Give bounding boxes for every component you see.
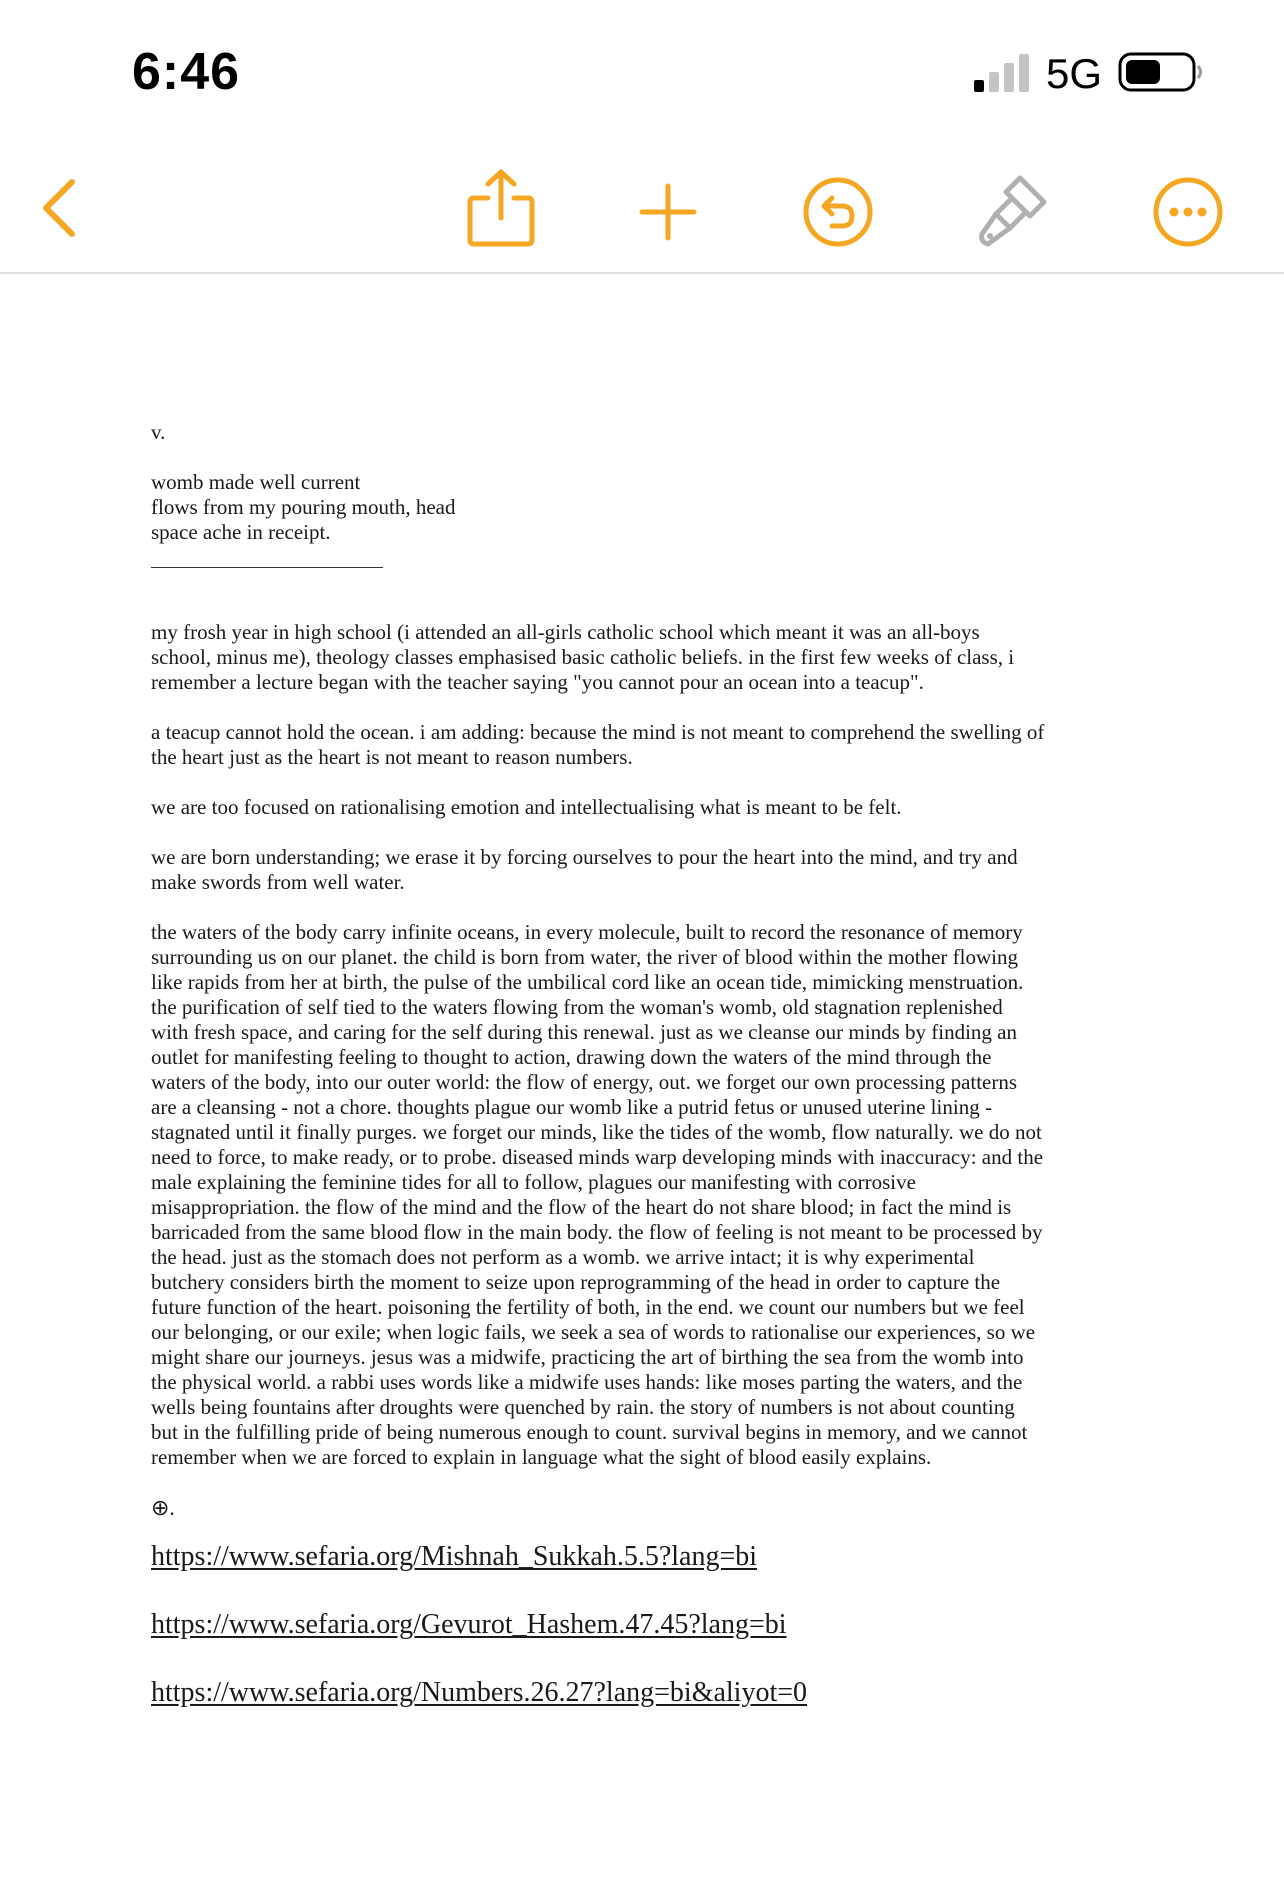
paragraph-3: we are too focused on rationalising emotion and intellectualising what is meant to be felt. xyxy=(151,795,902,819)
format-brush-icon[interactable] xyxy=(976,172,1050,250)
document-page[interactable] xyxy=(151,420,1141,1744)
paragraph-2: a teacup cannot hold the ocean. i am adding: because the mind is not meant to comprehend the swelling of the heart just as the heart is not meant to reason numbers. xyxy=(151,720,1045,769)
horizontal-rule xyxy=(151,567,383,568)
network-type: 5G xyxy=(1046,50,1103,97)
share-icon[interactable] xyxy=(466,168,536,248)
more-icon[interactable] xyxy=(1152,176,1224,248)
status-time: 6:46 xyxy=(132,43,241,101)
back-chevron-icon[interactable] xyxy=(36,176,80,240)
paragraph-1: my frosh year in high school (i attended an all-girls catholic school which meant it was an all-boys school, minus me), theology classes emphasised basic catholic beliefs. in the first few weeks of class, i remember a lecture began with the teacher saying "you cannot pour an ocean into a teacup". xyxy=(151,620,1015,694)
link-gevurot-hashem[interactable]: https://www.sefaria.org/Gevurot_Hashem.47.45?lang=bi xyxy=(151,1609,787,1640)
paragraph-4: we are born understanding; we erase it by forcing ourselves to pour the heart into the mind, and try and make swords from well water. xyxy=(151,845,1018,894)
link-numbers[interactable]: https://www.sefaria.org/Numbers.26.27?lang=bi&aliyot=0 xyxy=(151,1677,808,1708)
link-mishnah-sukkah[interactable]: https://www.sefaria.org/Mishnah_Sukkah.5.5?lang=bi xyxy=(151,1541,758,1572)
section-marker: v. xyxy=(151,420,166,444)
paragraph-5: the waters of the body carry infinite oceans, in every molecule, built to record the resonance of memory surrounding us on our planet. the child is born from water, the river of blood within the mother flowing like rapids from her at birth, the pulse of the umbilical cord like an ocean tide, mimicking menstruation. the purification of self tied to the waters flowing from the woman's womb, old stagnation replenished with fresh space, and caring for the self during this renewal. just as we cleanse our minds by finding an outlet for manifesting feeling to thought to action, drawing down the waters of the mind through the waters of the body, into our outer world: the flow of energy, out. we forget our own processing patterns are a cleansing - not a chore. thoughts plague our womb like a putrid fetus or unused uterine lining - stagnated until it finally purges. we forget our minds, like the tides of the womb, flow naturally. we do not need to force, to make ready, or to probe. diseased minds warp developing minds with inaccuracy: and the male explaining the feminine tides for all to follow, plagues our manifesting with corrosive misappropriation. the flow of the mind and the flow of the heart do not share blood; in fact the mind is barricaded from the same blood flow in the main body. the flow of feeling is not meant to be processed by the head. just as the stomach does not perform as a womb. we arrive intact; it is why experimental butchery considers birth the moment to seize upon reprogramming of the head in order to capture the future function of the heart. poisoning the fertility of both, in the end. we count our numbers but we feel our belonging, or our exile; when logic fails, we seek a sea of words to rationalise our experiences, so we might share our journeys. jesus was a midwife, practicing the art of birthing the sea from the womb into the physical world. a rabbi uses words like a midwife uses hands: like moses parting the waters, and the wells being fountains after droughts were quenched by rain. the story of numbers is not about counting but in the fulfilling pride of being numerous enough to count. survival begins in memory, and we cannot remember when we are forced to explain in language what the sight of blood easily explains. xyxy=(151,920,1044,1469)
undo-icon[interactable] xyxy=(802,176,874,248)
circled-plus-marker: ⊕. xyxy=(151,1495,175,1520)
poem-stanza: womb made well current flows from my pouring mouth, head space ache in receipt. xyxy=(151,470,456,544)
status-bar xyxy=(0,0,1284,130)
add-icon[interactable] xyxy=(638,182,698,242)
toolbar-divider xyxy=(0,272,1284,274)
cellular-signal-icon xyxy=(972,54,1032,92)
toolbar xyxy=(0,150,1284,270)
battery-icon xyxy=(1118,52,1204,92)
